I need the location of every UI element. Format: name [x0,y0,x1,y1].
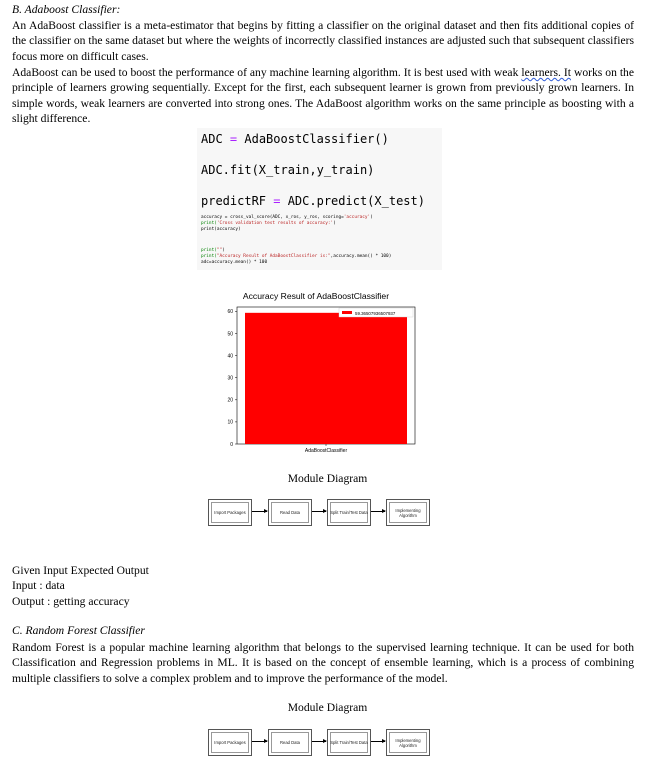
y-tick-label: 50 [227,331,233,338]
module-diagram-caption: Module Diagram [287,472,368,485]
x-tick-label: AdaBoostClassifier [304,448,348,454]
y-tick-label: 0 [230,441,233,448]
legend-swatch [342,311,352,314]
code2-line-4: print("") [201,248,225,253]
step-read-data: Read Data [268,729,312,756]
flow-arrow [312,511,326,512]
accuracy-bar-chart [214,288,424,456]
code-line-1: ADC = AdaBoostClassifier() [201,132,389,146]
module-diagram-flow-2 [206,727,446,757]
flow-arrow [252,511,267,512]
step-import-packages: Import Packages [208,729,252,756]
random-forest-paragraph: Random Forest is a popular machine learning algorithm that belongs to the supervised learning technique. It can be used for both Classification and Regression problems in ML. It is based on the concept of ensemble learning, which is a process of combining multiple classifiers to solve a complex problem and to improve the performance of the model. [12,641,634,685]
chart-legend [339,308,413,317]
section-b-heading: B. Adaboost Classifier: [12,3,121,16]
io-line-2: Input : data [12,579,65,593]
code2-line-3: print(accuracy) [201,227,241,232]
code-line-2: ADC.fit(X_train,y_train) [201,163,375,177]
chart-bars [245,310,407,444]
y-tick-label: 30 [227,375,233,382]
legend-label: 59.36507936507937 [355,310,396,316]
code-block-accuracy [197,212,442,270]
flow-arrow [252,741,267,742]
para2-text-end: works on the principle of learners growing sequentially. Except for the first, each subsequent learner is grown from previously grown learners. In simple words, weak learners are converted into strong ones. The AdaBoost algorithm works on the same principle as boosting with a slight difference. [12,66,634,126]
step-implementing-algorithm: Implementing Algorithm [386,499,430,526]
section-c-heading: C. Random Forest Classifier [12,624,145,637]
module-diagram-flow [206,497,446,527]
step-import-packages: Import Packages [208,499,252,526]
code2-line-1: accuracy = cross_val_score(ADC, x_ros, y_ros, scoring='accuracy') [201,215,373,220]
module-diagram-caption-2: Module Diagram [287,701,368,714]
code-block-adaboost [197,128,442,213]
io-line-1: Given Input Expected Output [12,564,149,577]
y-tick-label: 10 [227,419,233,426]
para2-text-start: AdaBoost can be used to boost the performance of any machine learning algorithm. It is best used with weak [12,66,522,79]
io-block [12,563,634,609]
step-implementing-algorithm: Implementing Algorithm [386,729,430,756]
flow-arrow [371,741,385,742]
bar-adaboostclassifier [245,310,407,444]
chart-x-ticks [305,444,348,454]
y-tick-label: 20 [227,397,233,404]
y-tick-label: 60 [227,309,233,316]
code-line-3: predictRF = ADC.predict(X_test) [201,194,425,208]
spellcheck-flagged-word: learners. It [521,66,571,79]
flow-arrow [312,741,326,742]
step-read-data: Read Data [268,499,312,526]
io-line-3: Output : getting accuracy [12,594,130,608]
chart-y-ticks [227,309,237,448]
adaboost-paragraph-2 [12,65,634,127]
step-split-data: Split Train/Test Data [327,499,371,526]
adaboost-paragraph-1: An AdaBoost classifier is a meta-estimator that begins by fitting a classifier on the original dataset and then fits additional copies of the classifier on the same dataset but where the weights of incorrectly classified instances are adjusted such that subsequent classifiers focus more on difficult cases. [12,19,634,63]
code2-line-2: print('Cross validation test results of accuracy:') [201,221,336,226]
flow-arrow [371,511,385,512]
code2-line-5: print("Accuracy Result of AdaBoostClassifier is:",accuracy.mean() * 100) [201,254,392,259]
code2-line-6: adc=accuracy.mean() * 100 [201,260,268,265]
step-split-data: Split Train/Test Data [327,729,371,756]
chart-title: Accuracy Result of AdaBoostClassifier [242,291,390,301]
y-tick-label: 40 [227,353,233,360]
